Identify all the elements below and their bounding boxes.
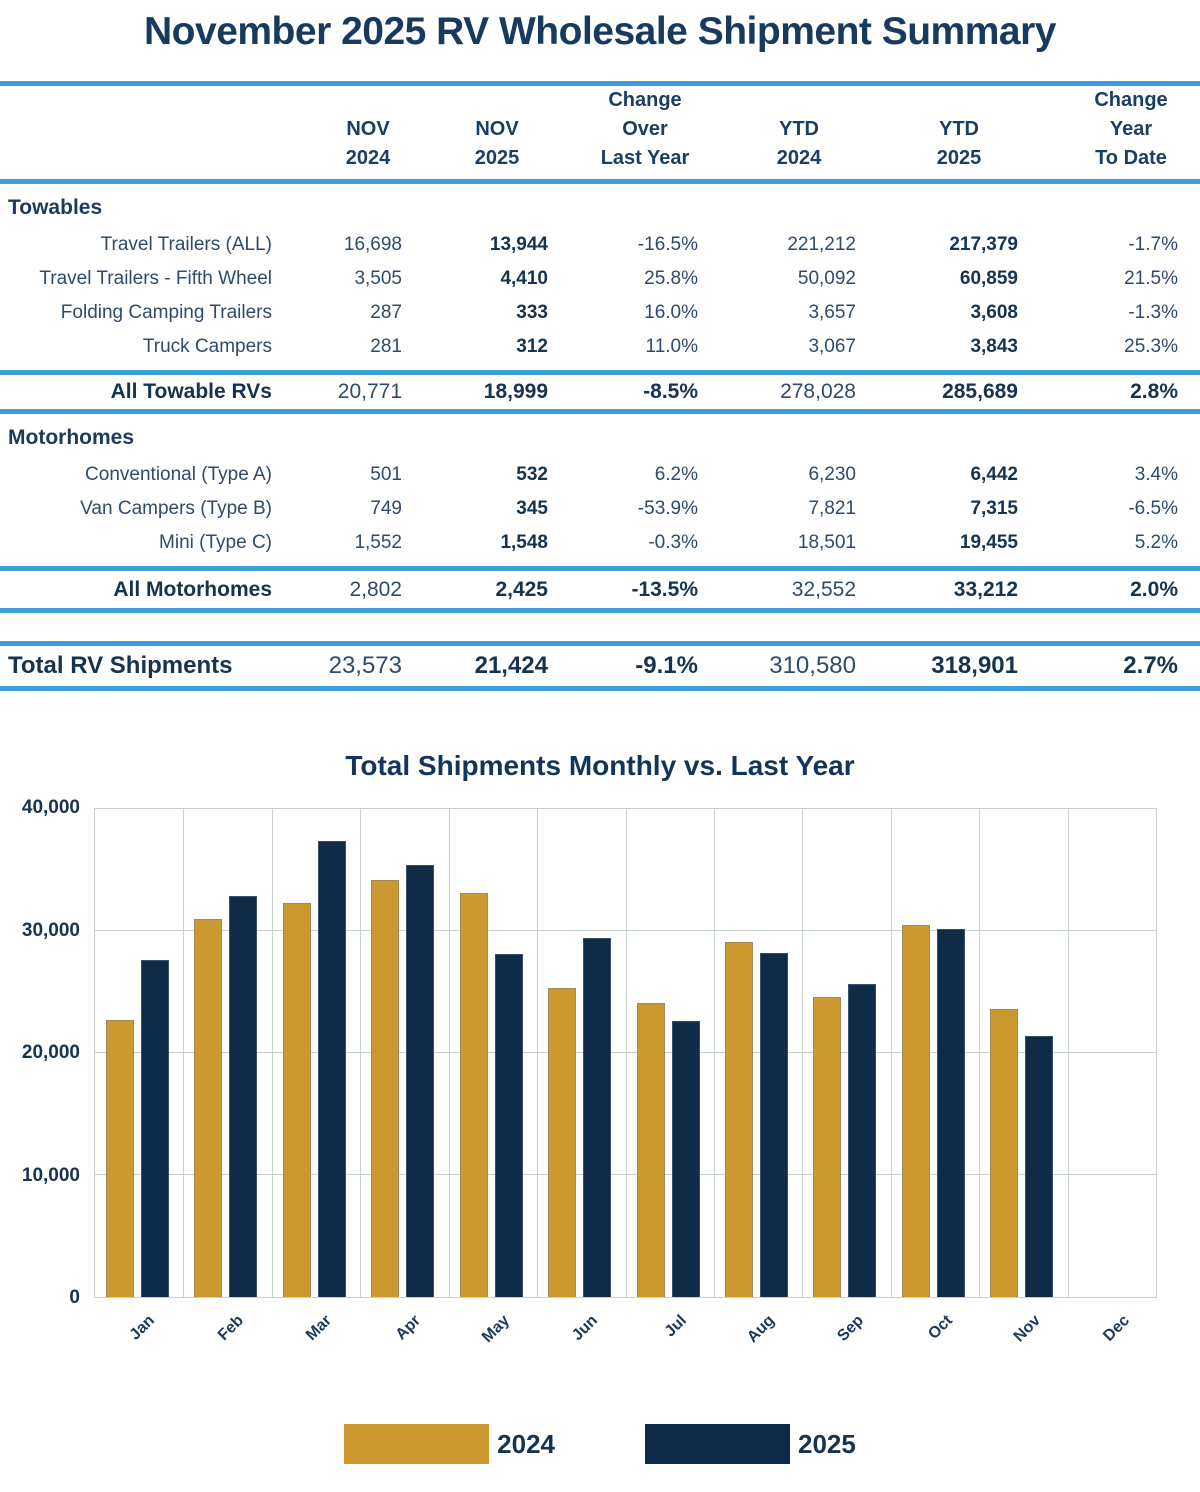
month-column-oct xyxy=(891,809,979,1297)
x-tick-label-sep: Sep xyxy=(834,1312,867,1345)
y-tick-label: 30,000 xyxy=(21,919,80,941)
section-towables xyxy=(0,184,1200,370)
x-axis-labels xyxy=(94,1298,1157,1368)
bar-2024-feb xyxy=(194,919,222,1297)
month-column-jul xyxy=(626,809,714,1297)
page-title: November 2025 RV Wholesale Shipment Summary xyxy=(144,10,1056,53)
month-column-feb xyxy=(183,809,271,1297)
table-row: Folding Camping Trailers 287 333 16.0% 3,657 3,608 -1.3% xyxy=(60,302,1178,323)
x-tick-label-jun: Jun xyxy=(569,1312,602,1345)
table-header-row xyxy=(0,86,1200,179)
table-row: Travel Trailers - Fifth Wheel 3,505 4,410 25.8% 50,092 60,859 21.5% xyxy=(39,268,1178,289)
header-change-over-last-year: Change Over Last Year xyxy=(600,89,690,169)
bar-2025-aug xyxy=(760,953,788,1297)
table-row: Conventional (Type A) 501 532 6.2% 6,230 6,442 3.4% xyxy=(85,464,1178,485)
section-title-motorhomes: Motorhomes xyxy=(8,426,134,449)
month-column-nov xyxy=(979,809,1067,1297)
chart-title: Total Shipments Monthly vs. Last Year xyxy=(345,750,855,781)
table-row: Mini (Type C) 1,552 1,548 -0.3% 18,501 19,455 5.2% xyxy=(159,532,1178,553)
bar-2025-nov xyxy=(1025,1036,1053,1297)
bar-2024-apr xyxy=(371,880,399,1297)
legend-swatch-2025 xyxy=(645,1424,790,1464)
month-column-aug xyxy=(714,809,802,1297)
month-column-mar xyxy=(272,809,360,1297)
x-tick-label-nov: Nov xyxy=(1010,1312,1045,1346)
bar-2025-jul xyxy=(672,1021,700,1297)
x-tick-label-oct: Oct xyxy=(924,1312,956,1343)
month-column-apr xyxy=(360,809,448,1297)
bar-2024-mar xyxy=(283,903,311,1297)
x-tick-label-apr: Apr xyxy=(392,1312,425,1344)
y-tick-label: 40,000 xyxy=(21,797,80,818)
header-nov-2025: NOV 2025 xyxy=(474,118,520,169)
chart-plot xyxy=(94,808,1157,1298)
bar-2024-jan xyxy=(106,1020,134,1297)
table-row: Travel Trailers (ALL) 16,698 13,944 -16.5% 221,212 217,379 -1.7% xyxy=(100,234,1178,255)
header-nov-2024: NOV 2024 xyxy=(345,118,391,169)
table-rule-bottom xyxy=(0,686,1200,691)
shipment-summary-table xyxy=(0,81,1200,691)
x-tick-label-mar: Mar xyxy=(303,1312,336,1345)
bar-2025-feb xyxy=(229,896,257,1297)
month-column-jun xyxy=(537,809,625,1297)
bar-2025-apr xyxy=(406,865,434,1297)
y-tick-label: 0 xyxy=(69,1287,80,1308)
bar-2025-may xyxy=(495,954,523,1297)
x-tick-label-may: May xyxy=(478,1312,513,1347)
legend-item-2025 xyxy=(645,1424,856,1464)
legend-label-2024: 2024 xyxy=(497,1428,555,1459)
month-column-jan xyxy=(95,809,183,1297)
month-column-sep xyxy=(802,809,890,1297)
x-tick-label-jan: Jan xyxy=(126,1312,159,1344)
legend-item-2024 xyxy=(344,1424,555,1464)
table-row: Van Campers (Type B) 749 345 -53.9% 7,821 7,315 -6.5% xyxy=(80,498,1178,519)
total-row: Total RV Shipments 23,573 21,424 -9.1% 310,580 318,901 2.7% xyxy=(8,652,1178,679)
legend-label-2025: 2025 xyxy=(798,1428,856,1459)
header-ytd-2024: YTD 2024 xyxy=(776,118,822,169)
bar-2024-jul xyxy=(637,1003,665,1297)
bar-2024-jun xyxy=(548,988,576,1297)
x-tick-label-dec: Dec xyxy=(1099,1312,1133,1345)
y-tick-label: 20,000 xyxy=(21,1042,80,1063)
header-ytd-2025: YTD 2025 xyxy=(936,118,982,169)
x-tick-label-aug: Aug xyxy=(744,1312,779,1347)
subtotal-row-towables: All Towable RVs 20,771 18,999 -8.5% 278,028 285,689 2.8% xyxy=(110,380,1178,403)
bar-2025-sep xyxy=(848,984,876,1297)
bar-2025-jan xyxy=(141,960,169,1297)
month-column-dec xyxy=(1068,809,1156,1297)
chart-legend xyxy=(0,1424,1200,1464)
table-row: Truck Campers 281 312 11.0% 3,067 3,843 25.3% xyxy=(142,336,1178,357)
x-tick-label-jul: Jul xyxy=(661,1312,690,1341)
table-spacer xyxy=(0,613,1200,641)
monthly-shipments-chart xyxy=(0,797,1200,1368)
y-tick-label: 10,000 xyxy=(21,1164,80,1186)
subtotal-row-motorhomes: All Motorhomes 2,802 2,425 -13.5% 32,552 33,212 2.0% xyxy=(113,577,1178,601)
bar-2024-nov xyxy=(990,1009,1018,1297)
bar-2024-oct xyxy=(902,925,930,1297)
x-tick-label-feb: Feb xyxy=(214,1312,247,1345)
bar-2024-sep xyxy=(813,997,841,1297)
y-axis-ticks xyxy=(0,797,80,1308)
bar-2025-mar xyxy=(318,841,346,1297)
bar-2024-aug xyxy=(725,942,753,1297)
bar-2025-jun xyxy=(583,938,611,1297)
month-column-may xyxy=(449,809,537,1297)
bar-2025-oct xyxy=(937,929,965,1297)
section-motorhomes xyxy=(0,414,1200,566)
bar-2024-may xyxy=(460,893,488,1297)
legend-swatch-2024 xyxy=(344,1424,489,1464)
header-change-ytd: Change Year To Date xyxy=(1094,89,1168,169)
section-title-towables: Towables xyxy=(8,196,103,219)
